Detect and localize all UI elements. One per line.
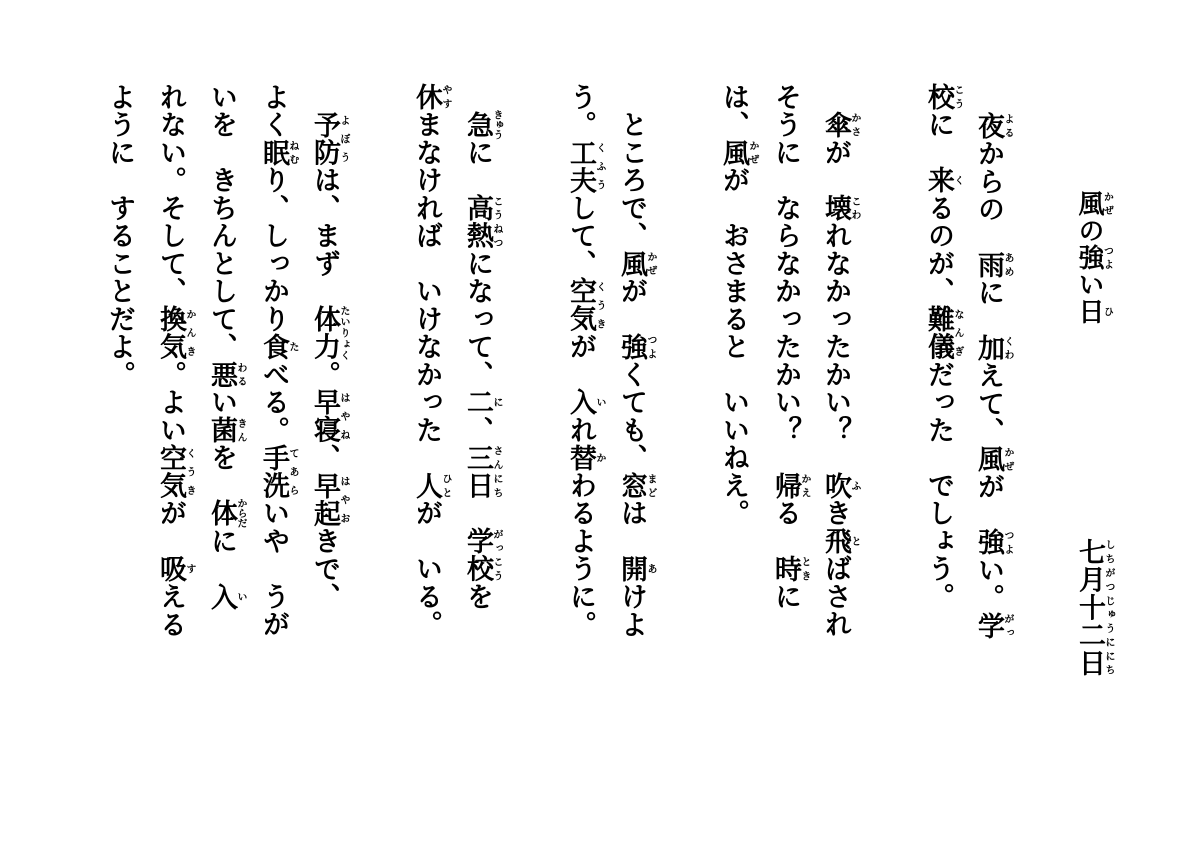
text-line-5: は、風かぜが おさまると いいねえ。 — [718, 83, 758, 528]
text-line-6: ところで、風かぜが 強つよくても、窓まどは 開あけよ — [616, 83, 656, 639]
text-line-14: ように することだよ。 — [104, 83, 135, 389]
text-line-11: よく眠ねむり、しっかり食たべる。手洗てあらいや うが — [258, 83, 298, 639]
text-line-2: 校こうに 来くるのが、難儀なんぎだった でしょう。 — [923, 83, 963, 611]
text-line-4: そうに ならなかったかい？ 帰かえる 時ときに — [770, 83, 810, 611]
text-line-1: 夜よるからの 雨あめに 加くわえて、風かぜが 強つよい。学がっ — [973, 112, 1013, 640]
text-line-13: れない。そして、換気かんき。よい空気くうきが 吸すえる — [155, 83, 195, 639]
text-line-3: 傘かさが 壊こわれなかったかい？ 吹ふき飛とばされ — [820, 110, 860, 639]
text-line-8: 急きゅうに 高熱こうねつになって、二に、三日さんにち 学校がっこうを — [462, 109, 502, 611]
text-line-12: いを きちんとして、悪わるい菌きんを 体からだに 入い — [206, 83, 246, 611]
text-line-7: う。工夫くふうして、空気くうきが 入いれ替かわるように。 — [565, 83, 605, 639]
page-title: 風かぜの強つよい日ひ — [1074, 190, 1113, 325]
date-label: 七月十二日しちがつじゅうににち — [1074, 538, 1114, 677]
text-line-10: 予防よぼうは、まず 体力たいりょく。早寝はやね、早起はやおきで、 — [309, 110, 349, 611]
text-line-9: 休やすまなければ いけなかった 人ひとが いる。 — [411, 83, 451, 639]
